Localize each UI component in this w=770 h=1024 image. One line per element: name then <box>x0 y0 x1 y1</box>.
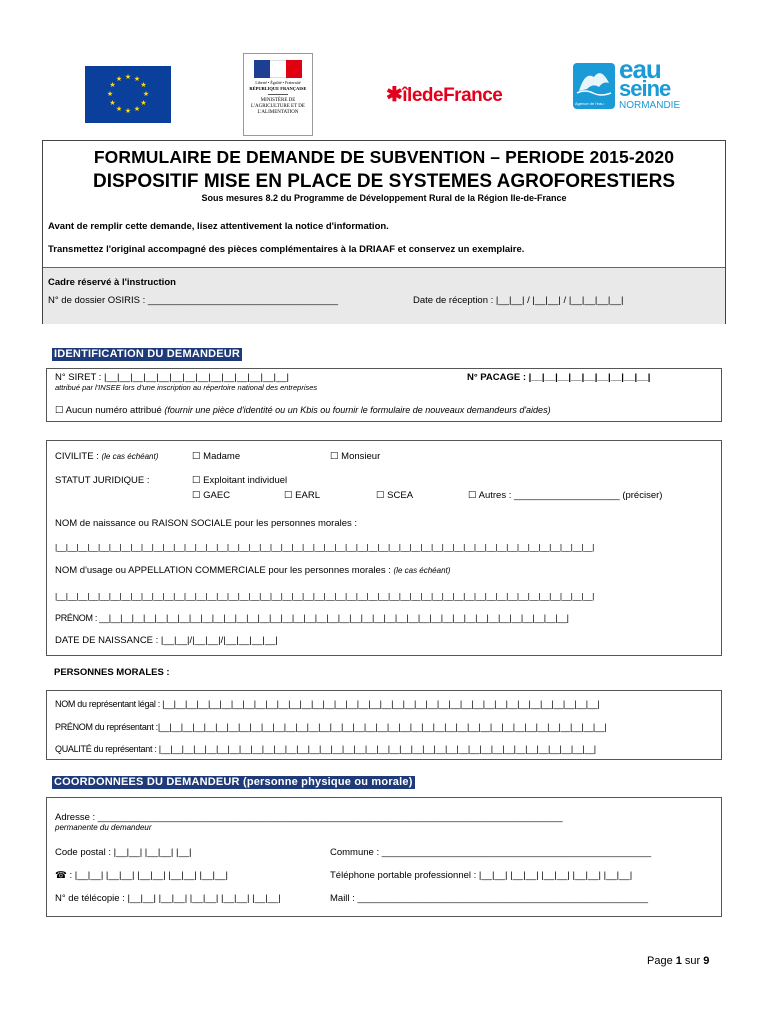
address-field[interactable]: Adresse : ________________________________________________________________________________________ <box>55 812 563 823</box>
form-dispositif: DISPOSITIF MISE EN PLACE DE SYSTEMES AGROFORESTIERS <box>92 171 676 192</box>
eu-stars-icon <box>85 66 171 123</box>
form-header <box>42 140 726 324</box>
eau-badge-sub: Agence de l'eau <box>575 101 604 106</box>
svg-text:★: ★ <box>133 75 141 83</box>
svg-text:★: ★ <box>133 105 141 113</box>
coordinates-box <box>46 797 722 917</box>
representative-quality-field[interactable]: QUALITÉ du représentant : |__|__|__|__|__|__|__|__|__|__|__|__|__|__|__|__|__|__|__|__|__|__|__|__|__|__|__|__|__|__|__|__|__|__|__|__|__|__| <box>55 744 596 754</box>
svg-text:★: ★ <box>124 107 132 115</box>
section-identification: IDENTIFICATION DU DEMANDEUR <box>54 348 241 360</box>
eau-seine-normandie-logo <box>573 54 681 116</box>
postal-code-field[interactable]: Code postal : |__|__| |__|__| |__| <box>55 847 192 858</box>
page-number <box>647 955 709 967</box>
svg-text:★: ★ <box>115 105 123 113</box>
ministry-republic: RÉPUBLIQUE FRANÇAISE <box>249 86 307 91</box>
ministry-logo <box>243 53 313 136</box>
siret-note: attribué par l'INSEE lors d'une inscription au répertoire national des entreprises <box>55 383 318 392</box>
exploitant-checkbox[interactable]: ☐ Exploitant individuel <box>192 475 288 486</box>
representative-firstname-field[interactable]: PRÉNOM du représentant :|__|__|__|__|__|__|__|__|__|__|__|__|__|__|__|__|__|__|__|__|__|__|__|__|__|__|__|__|__|__|__|__|__|__|__|__|__|__|__| <box>55 722 607 732</box>
svg-text:★: ★ <box>142 90 150 98</box>
personnes-morales-title: PERSONNES MORALES : <box>54 667 170 678</box>
nom-usage-label: NOM d'usage ou APPELLATION COMMERCIALE pour les personnes morales : <box>55 565 391 576</box>
nom-usage-note: (le cas échéant) <box>393 566 451 575</box>
iledefrance-logo <box>386 82 502 107</box>
svg-text:★: ★ <box>140 81 147 89</box>
address-note: permanente du demandeur <box>55 823 152 832</box>
madame-checkbox[interactable]: ☐ Madame <box>192 451 241 462</box>
svg-text:★: ★ <box>124 73 132 81</box>
fax-field[interactable]: N° de télécopie : |__|__| |__|__| |__|__| |__|__| |__|__| <box>55 893 281 904</box>
ministry-name: MINISTÈRE DE L'AGRICULTURE ET DE L'ALIMENTATION <box>251 98 305 115</box>
siret-box <box>46 368 722 422</box>
eau-line1: eau <box>619 54 661 84</box>
eau-badge-icon <box>573 63 615 109</box>
page-prefix: Page <box>647 955 676 967</box>
earl-checkbox[interactable]: ☐ EARL <box>284 490 320 501</box>
svg-text:★: ★ <box>115 75 123 83</box>
pacage-field[interactable]: N° PACAGE : |__|__|__|__|__|__|__|__|__| <box>467 372 651 383</box>
nom-naissance-label: NOM de naissance ou RAISON SOCIALE pour les personnes morales : <box>55 518 358 529</box>
civilite-row <box>55 451 158 462</box>
form-subtitle: Sous mesures 8.2 du Programme de Développement Rural de la Région Ile-de-France <box>201 193 567 203</box>
page-total: 9 <box>703 955 710 967</box>
svg-text:★: ★ <box>109 99 116 107</box>
representative-box <box>46 690 722 760</box>
eu-flag-logo <box>85 66 171 123</box>
osiris-field[interactable]: N° de dossier OSIRIS : ____________________________________ <box>48 295 339 306</box>
siret-field[interactable]: N° SIRET : |__|__|__|__|__|__|__|__|__|__|__|__|__|__| <box>55 372 289 383</box>
idf-star-icon: ✱ <box>386 84 403 106</box>
ministry-motto: Liberté • Égalité • Fraternité <box>255 80 301 85</box>
commune-field[interactable]: Commune : ___________________________________________________ <box>330 847 652 858</box>
french-flag-icon <box>254 60 302 78</box>
page-mid: sur <box>681 955 704 967</box>
email-field[interactable]: Maill : _______________________________________________________ <box>330 893 649 904</box>
mobile-phone-field[interactable]: Téléphone portable professionnel : |__|__| |__|__| |__|__| |__|__| |__|__| <box>330 870 633 881</box>
birth-date-field[interactable]: DATE DE NAISSANCE : |__|__|/|__|__|/|__|__|__|__| <box>55 635 278 646</box>
form-title: FORMULAIRE DE DEMANDE DE SUBVENTION – PERIODE 2015-2020 <box>93 147 675 167</box>
statut-label: STATUT JURIDIQUE : <box>55 475 150 486</box>
civil-status-box <box>46 440 722 656</box>
nom-naissance-field[interactable]: |__|__|__|__|__|__|__|__|__|__|__|__|__|__|__|__|__|__|__|__|__|__|__|__|__|__|__|__|__|__|__|__|__|__|__|__|__|__|__|__|__|__|__|__|__|__|__|__|__|__| <box>55 542 594 552</box>
eau-line2: seine <box>619 76 671 101</box>
prenom-field[interactable]: PRÉNOM : __|__|__|__|__|__|__|__|__|__|__|__|__|__|__|__|__|__|__|__|__|__|__|__|__|__|__|__|__|__|__|__|__|__|__|__|__|__|__|__|__| <box>55 613 569 623</box>
section-coordonnees: COORDONNEES DU DEMANDEUR (personne physique ou morale) <box>54 776 413 788</box>
phone-field[interactable]: ☎ : |__|__| |__|__| |__|__| |__|__| |__|__| <box>55 870 228 881</box>
svg-text:★: ★ <box>109 81 116 89</box>
page-current: 1 <box>675 955 682 967</box>
reception-date-field[interactable]: Date de réception : |__|__| / |__|__| / |__|__|__|__| <box>413 295 624 306</box>
svg-text:★: ★ <box>106 90 114 98</box>
nom-usage-row <box>55 565 450 576</box>
ministry-separator <box>268 94 288 95</box>
nom-usage-field[interactable]: |__|__|__|__|__|__|__|__|__|__|__|__|__|__|__|__|__|__|__|__|__|__|__|__|__|__|__|__|__|__|__|__|__|__|__|__|__|__|__|__|__|__|__|__|__|__|__|__|__|__| <box>55 591 594 601</box>
notice-text: Avant de remplir cette demande, lisez attentivement la notice d'information. <box>48 221 389 232</box>
transmit-text: Transmettez l'original accompagné des pièces complémentaires à la DRIAAF et conservez un exemplaire. <box>48 244 525 255</box>
reserved-frame <box>43 267 725 324</box>
no-number-checkbox[interactable]: ☐ Aucun numéro attribué <box>55 405 162 416</box>
eau-line3: NORMANDIE <box>619 100 681 111</box>
reserved-title: Cadre réservé à l'instruction <box>48 277 176 288</box>
monsieur-checkbox[interactable]: ☐ Monsieur <box>330 451 381 462</box>
no-number-row <box>55 405 551 416</box>
representative-name-field[interactable]: NOM du représentant légal : |__|__|__|__|__|__|__|__|__|__|__|__|__|__|__|__|__|__|__|__|__|__|__|__|__|__|__|__|__|__|__|__|__|__|__|__|__|__| <box>55 699 600 709</box>
gaec-checkbox[interactable]: ☐ GAEC <box>192 490 231 501</box>
autres-checkbox[interactable]: ☐ Autres : ____________________ (préciser) <box>468 490 663 501</box>
idf-logo-text: îledeFrance <box>402 85 503 106</box>
svg-text:★: ★ <box>140 99 147 107</box>
civilite-note: (le cas échéant) <box>101 452 159 461</box>
scea-checkbox[interactable]: ☐ SCEA <box>376 490 414 501</box>
no-number-note: (fournir une pièce d'identité ou un Kbis ou fournir le formulaire de nouveaux demandeurs d'aides) <box>164 405 551 415</box>
civilite-label: CIVILITE : <box>55 451 99 462</box>
